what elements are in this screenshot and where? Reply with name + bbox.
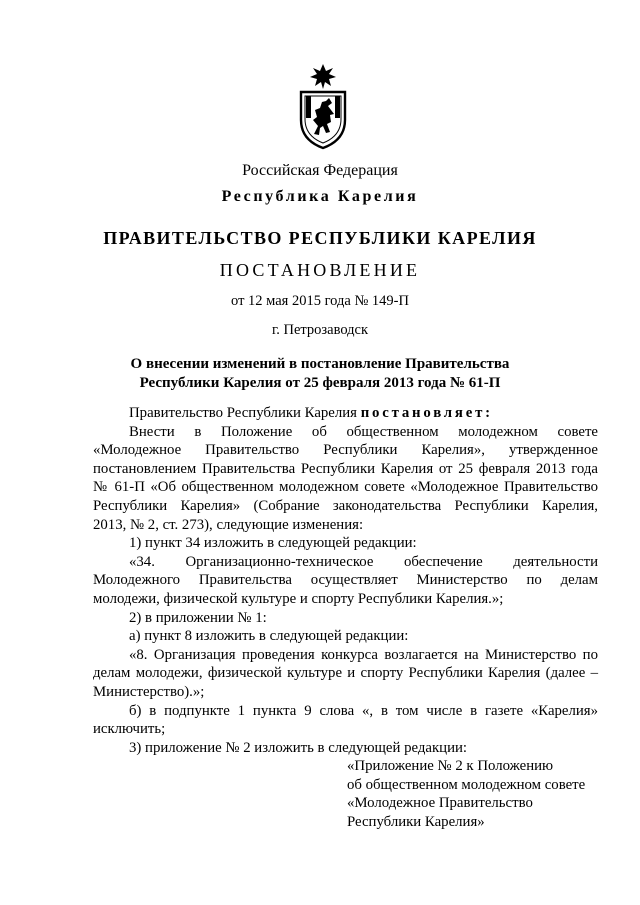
- republic-name: Республика Карелия: [221, 188, 419, 205]
- document-type: ПОСТАНОВЛЕНИЕ: [219, 260, 421, 280]
- body-line: «8. Организация проведения конкурса возлагается на Министерство по: [129, 646, 598, 663]
- body-line: № 61-П «Об общественном молодежном совете «Молодежное Правительство: [93, 479, 598, 496]
- appendix-reference: [347, 757, 607, 831]
- document-city: г. Петрозаводск: [271, 322, 369, 338]
- body-line: «Молодежное Правительство Республики Карелия», утвержденное: [93, 442, 598, 459]
- government-title: ПРАВИТЕЛЬСТВО РЕСПУБЛИКИ КАРЕЛИЯ: [103, 228, 537, 248]
- body-line: Внести в Положение об общественном молодежном совете: [129, 423, 598, 440]
- body-line: Республики Карелия» (Собрание законодательства Республики Карелия,: [93, 497, 598, 514]
- appendix-line: об общественном молодежном совете: [347, 776, 586, 793]
- body-line: 3) приложение № 2 изложить в следующей редакции:: [129, 739, 468, 756]
- body-line: 1) пункт 34 изложить в следующей редакции:: [129, 535, 417, 552]
- document-subject: [0, 355, 640, 393]
- appendix-line: Республики Карелия»: [347, 813, 485, 830]
- document-body: [93, 404, 598, 757]
- body-line: б) в подпункте 1 пункта 9 слова «, в том числе в газете «Карелия»: [129, 702, 598, 719]
- body-line: «34. Организационно-техническое обеспечение деятельности: [129, 553, 598, 570]
- body-line: исключить;: [93, 721, 166, 738]
- body-line: постановлением Правительства Республики Карелия от 25 февраля 2013 года: [93, 460, 598, 477]
- country-name: Российская Федерация: [242, 162, 398, 179]
- intro-line: [93, 404, 598, 423]
- appendix-line: «Приложение № 2 к Положению: [347, 758, 554, 774]
- appendix-line: «Молодежное Правительство: [347, 795, 533, 812]
- subject-line: О внесении изменений в постановление Правительства: [130, 356, 510, 372]
- karelia-coat-of-arms-icon: [297, 62, 349, 150]
- body-line: Молодежного Правительства осуществляет Министерство по делам: [93, 572, 598, 589]
- body-line: а) пункт 8 изложить в следующей редакции:: [129, 628, 409, 645]
- subject-line: Республики Карелия от 25 февраля 2013 года № 61-П: [139, 375, 501, 391]
- document-date-number: от 12 мая 2015 года № 149-П: [231, 293, 409, 309]
- body-line: 2013, № 2, ст. 273), следующие изменения:: [93, 516, 364, 533]
- intro-verb: постановляет:: [360, 405, 493, 421]
- body-line: делам молодежи, физической культуре и спорту Республики Карелия (далее –: [93, 665, 598, 682]
- body-line: молодежи, физической культуре и спорту Республики Карелия.»;: [93, 590, 504, 607]
- body-line: 2) в приложении № 1:: [129, 609, 267, 626]
- body-line: Министерство).»;: [93, 683, 205, 700]
- intro-prefix: Правительство Республики Карелия: [129, 405, 357, 421]
